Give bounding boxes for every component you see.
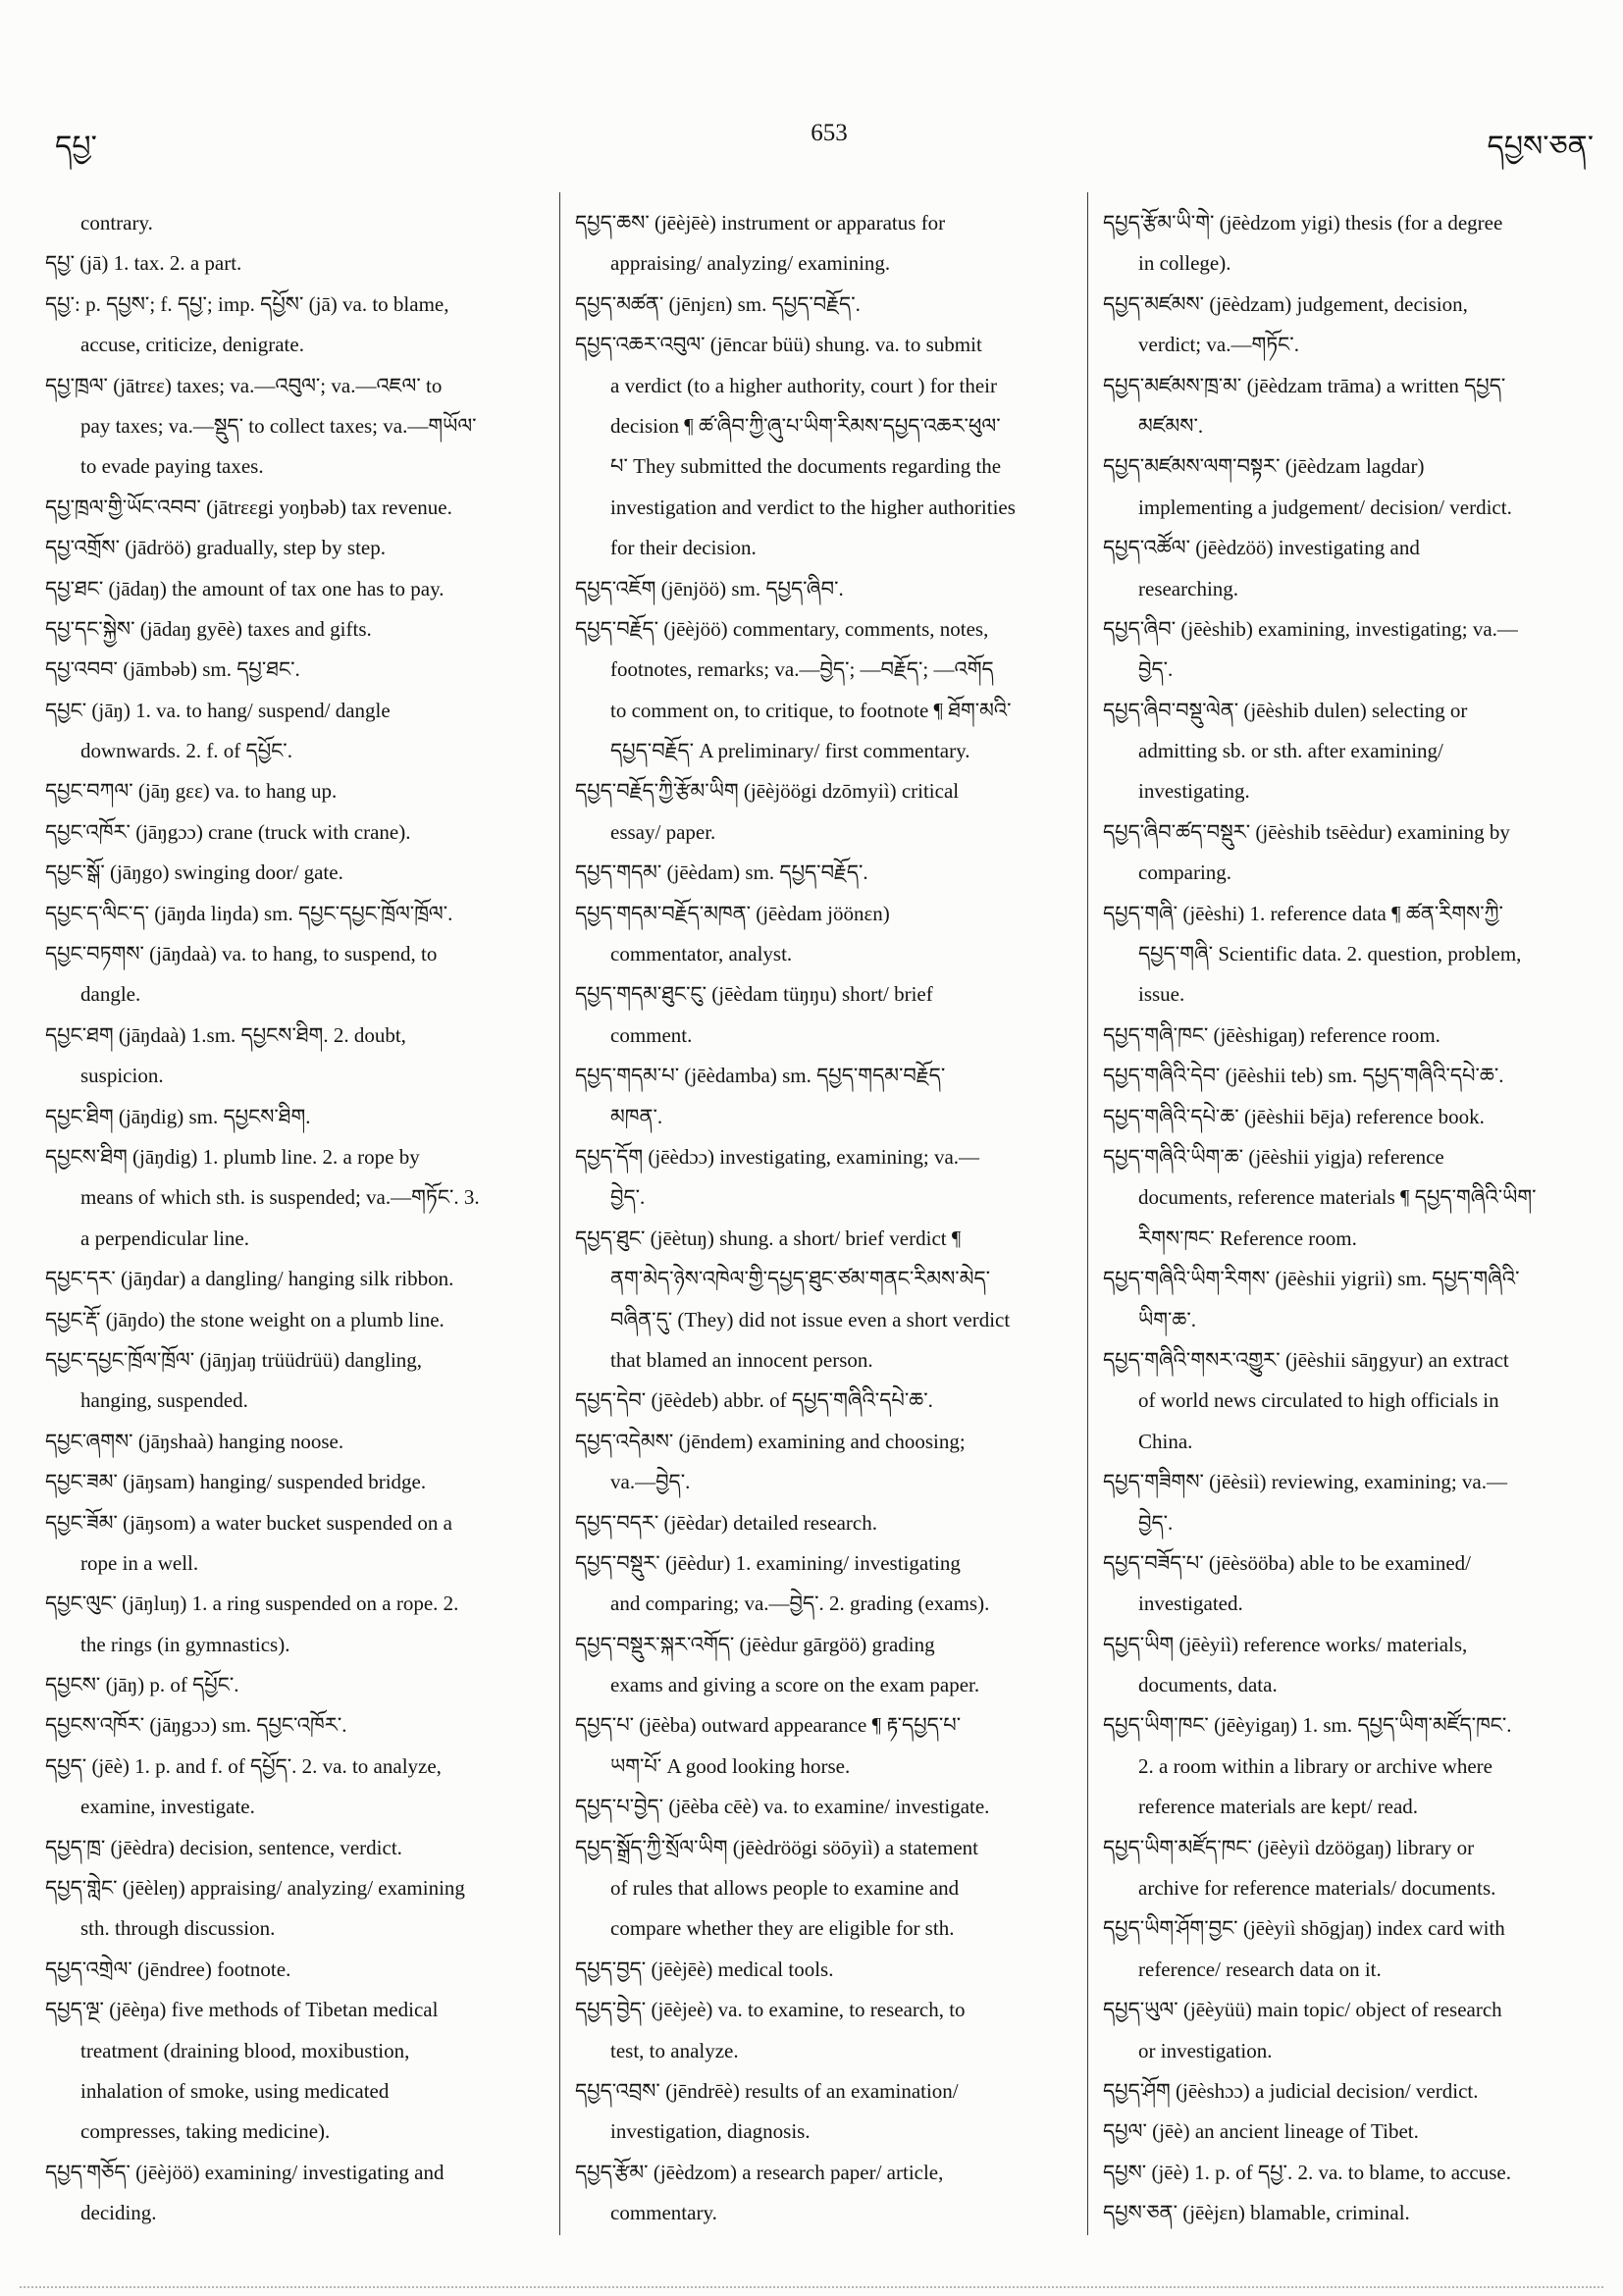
entry-continuation-line: that blamed an innocent person. bbox=[610, 1347, 873, 1372]
entry-headword-line: དཔྱད་གཞིའི་དཔེ་ཆ་ (jēèshii bēja) reference book. bbox=[1103, 1104, 1485, 1128]
entry-headword-line: དཔྱད་གཞིའི་དེབ་ (jēèshii teb) sm. དཔྱད་གཞིའི་དཔེ་ཆ་. bbox=[1103, 1064, 1504, 1088]
entry-headword-line: དཔྱད་མཛམས་ལག་བསྟར་ (jēèdzam lagdar) bbox=[1103, 454, 1425, 479]
dictionary-entry bbox=[45, 285, 550, 366]
entry-continuation-line: to evade paying taxes. bbox=[80, 454, 264, 479]
dictionary-entry bbox=[1103, 2153, 1599, 2193]
dictionary-entry bbox=[1103, 285, 1599, 366]
entry-headword-line: དཔྱད་མཛམས་ཁྲ་མ་ (jēèdzam trāma) a written དཔྱད་ bbox=[1103, 373, 1506, 397]
entry-continuation-line: compresses, taking medicine). bbox=[80, 2119, 331, 2144]
entry-headword-line: དཔྱད་བྱད་ (jēèjēè) medical tools. bbox=[575, 1957, 834, 1981]
dictionary-entry bbox=[45, 1990, 550, 2153]
dictionary-entry bbox=[1103, 1990, 1599, 2071]
entry-continuation-line: བྱེད་. bbox=[610, 1185, 646, 1210]
entry-headword-line: དཔྱད་རྩོམ་ (jēèdzom) a research paper/ article, bbox=[575, 2160, 944, 2184]
dictionary-entry bbox=[45, 894, 550, 934]
dictionary-entry bbox=[45, 1747, 550, 1828]
entry-headword-line: དཔྱས་ (jēè) 1. p. of དཔྱ་. 2. va. to blame, to accuse. bbox=[1103, 2160, 1511, 2184]
dictionary-entry bbox=[45, 488, 550, 528]
entry-headword-line: དཔྱད་གླེང་ (jēèleŋ) appraising/ analyzing/ examining bbox=[45, 1876, 465, 1901]
entry-headword-line: དཔྱད་རྩོམ་ཡི་གེ་ (jēèdzom yigi) thesis (for a degree bbox=[1103, 211, 1503, 235]
entry-headword-line: དཔྱད་གདམ་བརྗོད་མཁན་ (jēèdam jöönɛn) bbox=[575, 901, 890, 925]
dictionary-entry bbox=[575, 894, 1079, 975]
dictionary-entry bbox=[45, 1503, 550, 1585]
dictionary-entry bbox=[45, 650, 550, 690]
entry-headword-line: དཔྱ་: p. དཔྱས་; f. དཔྱ་; imp. དཔྱོས་ (jā) va. to blame, bbox=[45, 291, 449, 316]
entry-headword-line: དཔྱས་ཅན་ (jēèjɛn) blamable, criminal. bbox=[1103, 2201, 1410, 2225]
entry-continuation-line: the rings (in gymnastics). bbox=[80, 1632, 290, 1656]
entry-headword-line: དཔྱང་ཟམ་ (jāŋsam) hanging/ suspended bridge. bbox=[45, 1470, 427, 1494]
dictionary-entry bbox=[575, 1381, 1079, 1421]
entry-headword-line: དཔྱད་འཇོག (jēnjöö) sm. དཔྱད་ཞིབ་. bbox=[575, 576, 844, 600]
entry-continuation-line: བྱེད་. bbox=[1138, 1510, 1174, 1535]
entry-headword-line: དཔྱང་ད་ལིང་ད་ (jāŋda liŋda) sm. དཔྱང་དཔྱང་ཁྲོལ་ཁྲོལ་. bbox=[45, 901, 453, 925]
entry-continuation-line: ནག་མེད་ཉེས་འཁེལ་གྱི་དཔྱད་ཐུང་ཙམ་གནང་རིམས་མེད་ bbox=[610, 1267, 991, 1291]
entry-headword-line: དཔྱང་ (jāŋ) 1. va. to hang/ suspend/ dangle bbox=[45, 698, 391, 722]
entry-continuation-line: suspicion. bbox=[80, 1064, 164, 1088]
entry-continuation-line: investigating. bbox=[1138, 779, 1250, 804]
dictionary-entry bbox=[575, 1705, 1079, 1787]
dictionary-entry bbox=[45, 853, 550, 893]
entry-headword-line: དཔྱད་གཞི་ཁང་ (jēèshigaŋ) reference room. bbox=[1103, 1022, 1440, 1047]
entry-headword-line: དཔྱད་གཅོད་ (jēèjöö) examining/ investigating and bbox=[45, 2160, 445, 2184]
dictionary-entry bbox=[575, 1219, 1079, 1382]
entry-continuation-line: examine, investigate. bbox=[80, 1795, 255, 1819]
entry-continuation-line: to comment on, to critique, to footnote ¶ ཐོག་མའི་ bbox=[610, 698, 1012, 722]
entry-continuation-line: decision ¶ ཚ་ཞིབ་ཀྱི་ཞུ་པ་ཡིག་རིམས་དཔྱད་འཆར་ཕུལ་ bbox=[610, 413, 1001, 438]
entry-continuation-line: རིགས་ཁང་ Reference room. bbox=[1138, 1226, 1357, 1250]
entry-continuation-line: issue. bbox=[1138, 982, 1185, 1007]
entry-continuation-line: for their decision. bbox=[610, 536, 757, 560]
entry-headword-line: དཔྱད་འདེམས་ (jēndem) examining and choosing; bbox=[575, 1429, 966, 1453]
entry-headword-line: དཔྱད་གཞིའི་ཡིག་རིགས་ (jēèshii yigriì) sm. དཔྱད་གཞིའི་ bbox=[1103, 1267, 1520, 1291]
entry-continuation-line: comparing. bbox=[1138, 861, 1232, 885]
dictionary-entry bbox=[575, 974, 1079, 1056]
entry-headword-line: དཔྱ་ཐང་ (jādaŋ) the amount of tax one has to pay. bbox=[45, 576, 445, 600]
entry-headword-line: དཔྱངས་ (jāŋ) p. of དཔྱོང་. bbox=[45, 1673, 239, 1697]
dictionary-entry bbox=[1103, 1625, 1599, 1706]
entry-continuation-line: investigation and verdict to the higher authorities bbox=[610, 495, 1016, 519]
entry-headword-line: དཔྱ་དང་སྐྱེས་ (jādaŋ gyēè) taxes and gifts. bbox=[45, 616, 372, 641]
dictionary-entry bbox=[1103, 446, 1599, 528]
entry-headword-line: དཔྱད་ཡིག (jēèyiì) reference works/ materials, bbox=[1103, 1632, 1468, 1656]
entry-continuation-line: archive for reference materials/ documents. bbox=[1138, 1876, 1496, 1901]
entry-headword-line: དཔྱང་འཁོར་ (jāŋgɔɔ) crane (truck with crane). bbox=[45, 819, 411, 844]
entry-headword-line: དཔྱད་མཛམས་ (jēèdzam) judgement, decision, bbox=[1103, 291, 1468, 316]
dictionary-entry bbox=[1103, 2193, 1599, 2233]
dictionary-entry bbox=[1103, 1705, 1599, 1827]
entry-headword-line: དཔྱད་བསྡུར་ (jēèdur) 1. examining/ investigating bbox=[575, 1550, 961, 1575]
entry-headword-line: དཔྱང་ཐག (jāŋdaà) 1.sm. དཔྱངས་ཐིག. 2. doubt, bbox=[45, 1022, 406, 1047]
dictionary-entry bbox=[45, 1868, 550, 1950]
entry-headword-line: དཔྱད་ (jēè) 1. p. and f. of དཔྱོད་. 2. va. to analyze, bbox=[45, 1753, 442, 1778]
entry-headword-line: དཔྱང་ཞགས་ (jāŋshaà) hanging noose. bbox=[45, 1429, 344, 1453]
entry-headword-line: དཔྱད་ཡིག་ཤོག་བྱང་ (jēèyiì shōgjaŋ) index card with bbox=[1103, 1916, 1505, 1941]
entry-continuation-line: sth. through discussion. bbox=[80, 1916, 276, 1941]
entry-headword-line: དཔྱད་གདམ་པ་ (jēèdamba) sm. དཔྱད་གདམ་བརྗོད་ bbox=[575, 1064, 946, 1088]
dictionary-entry bbox=[45, 934, 550, 1016]
entry-continuation-line: and comparing; va.—བྱེད་. 2. grading (exams). bbox=[610, 1592, 990, 1616]
dictionary-entry bbox=[45, 1705, 550, 1746]
entry-continuation-line: a perpendicular line. bbox=[80, 1226, 249, 1250]
dictionary-entry bbox=[1103, 812, 1599, 894]
entry-headword-line: དཔྱང་ལུང་ (jāŋluŋ) 1. a ring suspended on a rope. 2. bbox=[45, 1592, 459, 1616]
dictionary-entry bbox=[45, 609, 550, 650]
entry-continuation-line: researching. bbox=[1138, 576, 1239, 600]
scan-bottom-edge bbox=[20, 2286, 1603, 2288]
entry-continuation-line: of world news circulated to high officials in bbox=[1138, 1388, 1499, 1413]
entry-headword-line: དཔྱད་ཡིག་མཛོད་ཁང་ (jēèyiì dzöögaŋ) library or bbox=[1103, 1835, 1475, 1859]
entry-continuation-line: བྱེད་. bbox=[1138, 657, 1174, 682]
dictionary-entry bbox=[45, 243, 550, 284]
entry-headword-line: དཔྱད་འཚོལ་ (jēèdzöö) investigating and bbox=[1103, 536, 1420, 560]
entry-headword-line: དཔྱད་བདར་ (jēèdar) detailed research. bbox=[575, 1510, 877, 1535]
entry-headword-line: དཔྱད་བྱེད་ (jēèjeè) va. to examine, to research, to bbox=[575, 1998, 966, 2022]
carryover-line: contrary. bbox=[80, 211, 153, 235]
dictionary-entry bbox=[1103, 894, 1599, 1016]
entry-continuation-line: ཡག་པོ་ A good looking horse. bbox=[610, 1753, 851, 1778]
entry-continuation-line: test, to analyze. bbox=[610, 2038, 739, 2062]
dictionary-entry bbox=[575, 771, 1079, 853]
entry-headword-line: དཔྱད་གདམ་ (jēèdam) sm. དཔྱད་བརྗོད་. bbox=[575, 861, 868, 885]
dictionary-entry bbox=[575, 203, 1079, 285]
entry-continuation-line: of rules that allows people to examine and bbox=[610, 1876, 960, 1901]
entry-continuation-line: va.—བྱེད་. bbox=[610, 1470, 691, 1494]
entry-continuation-line: མཛམས་. bbox=[1138, 413, 1204, 438]
entry-headword-line: དཔྱད་པ་ (jēèba) outward appearance ¶ རྟ་དཔྱད་པ་ bbox=[575, 1713, 962, 1738]
entry-continuation-line: compare whether they are eligible for sth. bbox=[610, 1916, 955, 1941]
entry-continuation-line: investigation, diagnosis. bbox=[610, 2119, 811, 2144]
dictionary-entry bbox=[1103, 366, 1599, 447]
entry-headword-line: དཔྱད་དེབ་ (jēèdeb) abbr. of དཔྱད་གཞིའི་དཔེ་ཆ་. bbox=[575, 1388, 933, 1413]
entry-continuation-line: reference/ research data on it. bbox=[1138, 1957, 1382, 1981]
entry-headword-line: དཔྱང་དཔྱང་ཁྲོལ་ཁྲོལ་ (jāŋjaŋ trüüdrüü) dangling, bbox=[45, 1347, 423, 1372]
dictionary-entry bbox=[45, 1259, 550, 1299]
entry-continuation-line: footnotes, remarks; va.—བྱེད་; —བརྗོད་; —འགོད bbox=[610, 657, 994, 682]
entry-headword-line: དཔྱ་འགྲོས་ (jādröö) gradually, step by step. bbox=[45, 536, 386, 560]
entry-headword-line: དཔྱད་ཡིག་ཁང་ (jēèyigaŋ) 1. sm. དཔྱད་ཡིག་མཛོད་ཁང་. bbox=[1103, 1713, 1512, 1738]
entry-continuation-line: verdict; va.—གཏོང་. bbox=[1138, 333, 1299, 357]
entry-headword-line: དཔྱད་སྒྲོད་ཀྱི་སྲོལ་ཡིག (jēèdröögi söōyiì) a statement bbox=[575, 1835, 978, 1859]
dictionary-entry bbox=[45, 1462, 550, 1502]
dictionary-entry bbox=[575, 1990, 1079, 2071]
entry-headword-line: དཔྱང་རྡོ་ (jāŋdo) the stone weight on a plumb line. bbox=[45, 1307, 445, 1331]
entry-headword-line: དཔྱད་ལྔ་ (jēèŋa) five methods of Tibetan medical bbox=[45, 1998, 439, 2022]
dictionary-entry bbox=[45, 1097, 550, 1137]
dictionary-entry bbox=[575, 1787, 1079, 1827]
entry-continuation-line: exams and giving a score on the exam paper. bbox=[610, 1673, 980, 1697]
dictionary-entry bbox=[1103, 1908, 1599, 1990]
entry-headword-line: དཔྱད་གཟིགས་ (jēèsiì) reviewing, examining; va.— bbox=[1103, 1470, 1507, 1494]
entry-headword-line: དཔྱང་ཟོམ་ (jāŋsom) a water bucket suspended on a bbox=[45, 1510, 452, 1535]
entry-continuation-line: essay/ paper. bbox=[610, 819, 716, 844]
entry-continuation-line: appraising/ analyzing/ examining. bbox=[610, 251, 891, 276]
entry-headword-line: དཔྱད་ཆས་ (jēèjēè) instrument or apparatus for bbox=[575, 211, 946, 235]
dictionary-entry bbox=[575, 1625, 1079, 1706]
entry-headword-line: དཔྱད་འབྲས་ (jēndrēè) results of an examination/ bbox=[575, 2078, 959, 2103]
entry-headword-line: དཔྱད་གཞིའི་ཡིག་ཆ་ (jēèshii yigja) reference bbox=[1103, 1144, 1444, 1169]
dictionary-entry bbox=[45, 569, 550, 609]
entry-headword-line: དཔྱད་གཞི་ (jēèshi) 1. reference data ¶ ཚན་རིགས་ཀྱི་ bbox=[1103, 901, 1503, 925]
entry-continuation-line: 2. a room within a library or archive where bbox=[1138, 1753, 1492, 1778]
entry-continuation-line: མཁན་. bbox=[610, 1104, 663, 1128]
dictionary-entry bbox=[575, 1543, 1079, 1625]
dictionary-entry bbox=[45, 691, 550, 772]
dictionary-entry bbox=[1103, 609, 1599, 691]
dictionary-entry bbox=[1103, 1340, 1599, 1462]
entry-continuation-line: reference materials are kept/ read. bbox=[1138, 1795, 1419, 1819]
dictionary-entry bbox=[575, 853, 1079, 893]
dictionary-entry bbox=[1103, 1828, 1599, 1909]
dictionary-entry bbox=[575, 2071, 1079, 2153]
dictionary-entry bbox=[45, 1584, 550, 1665]
dictionary-entry bbox=[45, 2153, 550, 2234]
entry-continuation-line: dangle. bbox=[80, 982, 141, 1007]
dictionary-entry bbox=[45, 1137, 550, 1259]
entry-headword-line: དཔྱད་ཁྲ་ (jēèdra) decision, sentence, verdict. bbox=[45, 1835, 402, 1859]
entry-headword-line: དཔྱང་སྒོ་ (jāŋgo) swinging door/ gate. bbox=[45, 861, 343, 885]
dictionary-entry bbox=[1103, 1097, 1599, 1137]
entry-headword-line: དཔྱད་བསྡུར་སྐར་འགོད་ (jēèdur gārgöö) grading bbox=[575, 1632, 935, 1656]
column-divider bbox=[1087, 192, 1088, 2235]
dictionary-entry bbox=[45, 1340, 550, 1422]
entry-headword-line: དཔྱད་བརྗོད་ (jēèjöö) commentary, comments, notes, bbox=[575, 616, 989, 641]
dictionary-entry bbox=[45, 1828, 550, 1868]
entry-headword-line: དཔྱད་གདམ་ཐུང་ངུ་ (jēèdam tüŋŋu) short/ brief bbox=[575, 982, 933, 1007]
entry-continuation-line: a verdict (to a higher authority, court ) for their bbox=[610, 373, 997, 397]
entry-continuation-line: rope in a well. bbox=[80, 1550, 199, 1575]
dictionary-entry bbox=[575, 1828, 1079, 1950]
entry-continuation-line: in college). bbox=[1138, 251, 1231, 276]
entry-continuation-line: documents, reference materials ¶ དཔྱད་གཞིའི་ཡིག་ bbox=[1138, 1185, 1537, 1210]
dictionary-column-middle bbox=[575, 203, 1079, 2234]
entry-headword-line: དཔྱད་མཚན་ (jēnjɛn) sm. དཔྱད་བརྗོད་. bbox=[575, 291, 861, 316]
entry-continuation-line: deciding. bbox=[80, 2201, 157, 2225]
dictionary-entry bbox=[1103, 203, 1599, 285]
entry-continuation-line: means of which sth. is suspended; va.—གཏོང་. 3. bbox=[80, 1185, 480, 1210]
entry-headword-line: དཔྱད་བརྗོད་ཀྱི་རྩོམ་ཡིག (jēèjöögi dzōmyiì) critical bbox=[575, 779, 960, 804]
entry-headword-line: དཔྱད་ཤོག (jēèshɔɔ) a judicial decision/ verdict. bbox=[1103, 2078, 1479, 2103]
dictionary-entry bbox=[45, 1950, 550, 1990]
entry-continuation-line: comment. bbox=[610, 1022, 693, 1047]
dictionary-entry bbox=[575, 1503, 1079, 1543]
entry-continuation-line: དཔྱད་གཞི་ Scientific data. 2. question, problem, bbox=[1138, 942, 1522, 966]
dictionary-entry bbox=[1103, 528, 1599, 609]
entry-headword-line: དཔྱད་ཞིབ་ (jēèshib) examining, investigating; va.— bbox=[1103, 616, 1518, 641]
dictionary-entry bbox=[1103, 2112, 1599, 2152]
entry-headword-line: དཔྱང་བཀལ་ (jāŋ gɛɛ) va. to hang up. bbox=[45, 779, 338, 804]
dictionary-entry bbox=[45, 1300, 550, 1340]
entry-headword-line: དཔྱང་དར་ (jāŋdar) a dangling/ hanging silk ribbon. bbox=[45, 1267, 454, 1291]
dictionary-entry bbox=[575, 609, 1079, 772]
dictionary-entry bbox=[575, 325, 1079, 568]
entry-headword-line: དཔྱ་ (jā) 1. tax. 2. a part. bbox=[45, 251, 242, 276]
entry-continuation-line: པ་ They submitted the documents regarding the bbox=[610, 454, 1002, 479]
entry-headword-line: དཔྱལ་ (jēè) an ancient lineage of Tibet. bbox=[1103, 2119, 1419, 2144]
entry-continuation-line: ཡིག་ཆ་. bbox=[1138, 1307, 1197, 1331]
dictionary-entry bbox=[45, 1422, 550, 1462]
entry-continuation-line: དཔྱད་བརྗོད་ A preliminary/ first commentary. bbox=[610, 739, 970, 763]
entry-headword-line: དཔྱ་ཁྲལ་གྱི་ཡོང་འབབ་ (jātrɛɛgi yoŋbəb) tax revenue. bbox=[45, 495, 452, 519]
entry-headword-line: དཔྱ་འབབ་ (jāmbəb) sm. དཔྱ་ཐང་. bbox=[45, 657, 300, 682]
dictionary-column-left bbox=[45, 203, 550, 2234]
entry-headword-line: དཔྱངས་ཐིག (jāŋdig) 1. plumb line. 2. a rope by bbox=[45, 1144, 420, 1169]
dictionary-entry bbox=[575, 1422, 1079, 1503]
dictionary-entry bbox=[1103, 1137, 1599, 1259]
entry-continuation-line: implementing a judgement/ decision/ verdict. bbox=[1138, 495, 1512, 519]
dictionary-entry bbox=[1103, 1543, 1599, 1625]
entry-continuation-line: hanging, suspended. bbox=[80, 1388, 248, 1413]
dictionary-entry bbox=[45, 528, 550, 568]
entry-headword-line: དཔྱད་ཞིབ་བསྡུ་ལེན་ (jēèshib dulen) selecting or bbox=[1103, 698, 1468, 722]
running-head-right: དཔྱས་ཅན་ bbox=[1487, 130, 1594, 163]
dictionary-entry bbox=[45, 812, 550, 853]
column-divider bbox=[559, 192, 560, 2235]
entry-headword-line: དཔྱད་འགྲེལ་ (jēndree) footnote. bbox=[45, 1957, 291, 1981]
dictionary-entry bbox=[575, 1950, 1079, 1990]
page-number: 653 bbox=[811, 120, 848, 146]
entry-continuation-line: inhalation of smoke, using medicated bbox=[80, 2078, 390, 2103]
entry-headword-line: དཔྱད་བཟོད་པ་ (jēèsööba) able to be examined/ bbox=[1103, 1550, 1471, 1575]
entry-continuation-line: China. bbox=[1138, 1429, 1193, 1453]
dictionary-entry bbox=[575, 569, 1079, 609]
entry-continuation-line: investigated. bbox=[1138, 1592, 1243, 1616]
entry-continuation-line: commentator, analyst. bbox=[610, 942, 793, 966]
dictionary-entry bbox=[1103, 1462, 1599, 1543]
entry-continuation-line: commentary. bbox=[610, 2201, 717, 2225]
entry-headword-line: དཔྱང་བཏགས་ (jāŋdaà) va. to hang, to suspend, to bbox=[45, 942, 438, 966]
dictionary-column-right bbox=[1103, 203, 1599, 2234]
dictionary-entry bbox=[575, 285, 1079, 325]
dictionary-entry bbox=[575, 2153, 1079, 2234]
dictionary-entry bbox=[1103, 1259, 1599, 1340]
entry-continuation-line: pay taxes; va.—སྡུད་ to collect taxes; va.—གཡོལ་ bbox=[80, 413, 477, 438]
entry-continuation-line: accuse, criticize, denigrate. bbox=[80, 333, 304, 357]
dictionary-entry bbox=[45, 771, 550, 811]
dictionary-entry bbox=[1103, 2071, 1599, 2112]
entry-continuation-line: downwards. 2. f. of དཔྱོང་. bbox=[80, 739, 292, 763]
entry-continuation-line: or investigation. bbox=[1138, 2038, 1273, 2062]
entry-headword-line: དཔྱད་ཞིབ་ཚད་བསྡུར་ (jēèshib tsēèdur) examining by bbox=[1103, 819, 1510, 844]
entry-headword-line: དཔྱང་ཐིག (jāŋdig) sm. དཔྱངས་ཐིག. bbox=[45, 1104, 311, 1128]
entry-continuation-line: treatment (draining blood, moxibustion, bbox=[80, 2038, 410, 2062]
dictionary-entry bbox=[1103, 1056, 1599, 1096]
entry-headword-line: དཔྱད་འཆར་འབུལ་ (jēncar büü) shung. va. to submit bbox=[575, 333, 982, 357]
entry-headword-line: དཔྱ་ཁྲལ་ (jātrɛɛ) taxes; va.—འབུལ་; va.—འཇལ་ to bbox=[45, 373, 443, 397]
dictionary-entry bbox=[575, 1137, 1079, 1219]
entry-headword-line: དཔྱད་པ་བྱེད་ (jēèba cēè) va. to examine/ investigate. bbox=[575, 1795, 990, 1819]
dictionary-entry bbox=[45, 1016, 550, 1097]
dictionary-entry bbox=[45, 366, 550, 488]
entry-headword-line: དཔྱད་ཐུང་ (jēètuŋ) shung. a short/ brief verdict ¶ bbox=[575, 1226, 962, 1250]
dictionary-entry bbox=[575, 1056, 1079, 1137]
entry-continuation-line: documents, data. bbox=[1138, 1673, 1278, 1697]
entry-headword-line: དཔྱངས་འཁོར་ (jāŋgɔɔ) sm. དཔྱང་འཁོར་. bbox=[45, 1713, 347, 1738]
dictionary-entry bbox=[1103, 691, 1599, 812]
running-head-left: དཔྱ་ bbox=[55, 130, 97, 163]
entry-headword-line: དཔྱད་ཡུལ་ (jēèyüü) main topic/ object of research bbox=[1103, 1998, 1502, 2022]
entry-headword-line: དཔྱད་གཞིའི་གསར་འགྱུར་ (jēèshii sāŋgyur) an extract bbox=[1103, 1347, 1509, 1372]
entry-continuation-line: བཞིན་དུ་ (They) did not issue even a short verdict bbox=[610, 1307, 1011, 1331]
dictionary-entry bbox=[45, 1665, 550, 1705]
dictionary-entry bbox=[1103, 1016, 1599, 1056]
entry-headword-line: དཔྱད་དོག (jēèdɔɔ) investigating, examining; va.— bbox=[575, 1144, 980, 1169]
entry-continuation-line: admitting sb. or sth. after examining/ bbox=[1138, 739, 1443, 763]
